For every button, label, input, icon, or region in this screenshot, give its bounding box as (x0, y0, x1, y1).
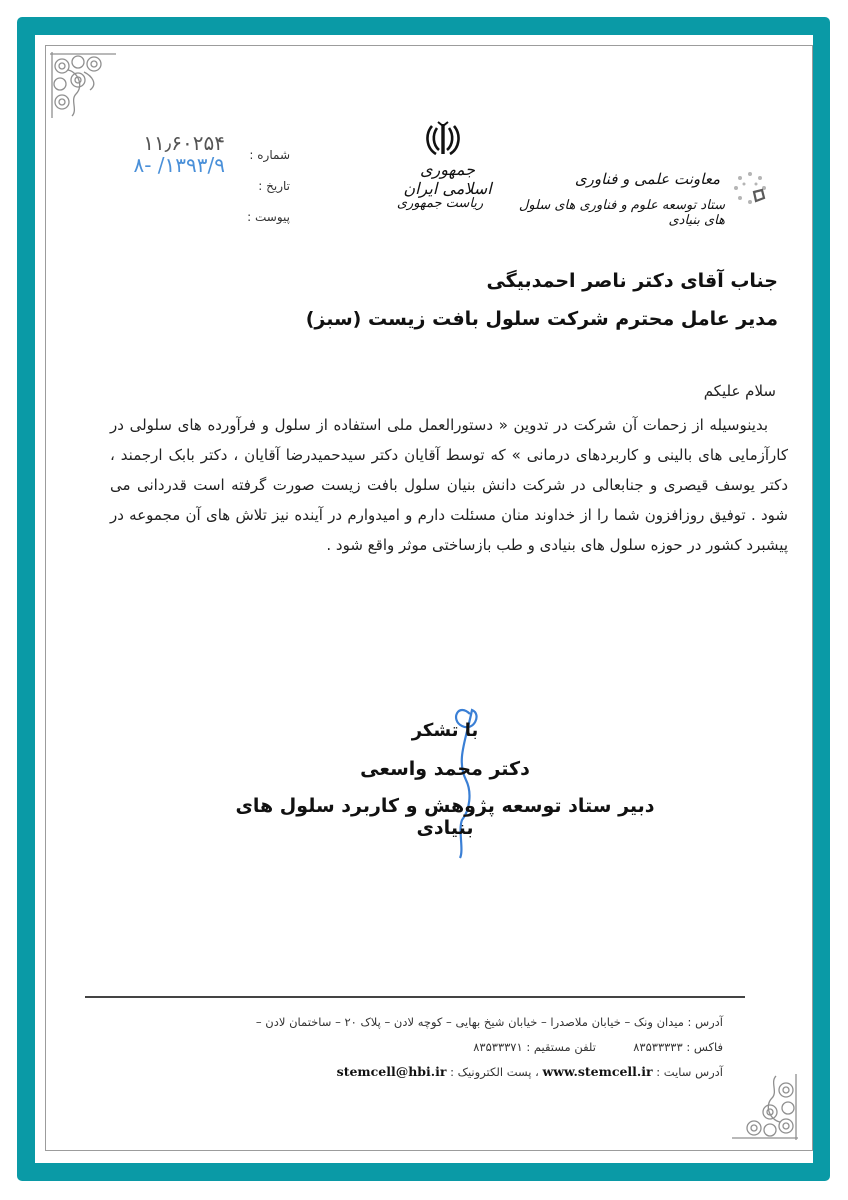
iran-emblem-icon (423, 118, 463, 158)
corner-ornament-icon (48, 50, 118, 120)
corner-ornament-icon (730, 1072, 800, 1142)
closing-phrase: با تشکر (411, 720, 479, 741)
letter-meta-values (110, 132, 225, 176)
letter-date: ۱۳۹۳/۹/ -۸ (133, 153, 225, 177)
letter-number: ۱۱٫۶۰۲۵۴ (143, 131, 225, 155)
number-label: شماره : (249, 148, 290, 162)
footer-contact (83, 1040, 723, 1054)
email-link[interactable]: stemcell@hbi.ir (336, 1064, 447, 1079)
footer-divider (85, 996, 745, 998)
recipient-title: مدیر عامل محترم شرکت سلول بافت زیست (سبز) (305, 308, 778, 330)
attachment-label: پیوست : (247, 210, 290, 224)
organization-subtitle: ستاد توسعه علوم و فناوری های سلول های بنیادی (518, 198, 725, 228)
signatory-name: دکتر محمد واسعی (360, 758, 530, 780)
recipient-block (278, 262, 778, 338)
fax-number: فاکس : ۸۳۵۳۳۳۳۳ (633, 1040, 723, 1054)
date-label: تاریخ : (258, 179, 290, 193)
email-label: ، پست الکترونیک : (450, 1065, 539, 1079)
letter-meta-labels (230, 145, 290, 238)
stem-cell-logo-icon (730, 168, 770, 208)
greeting: سلام علیکم (703, 382, 776, 400)
direct-phone: تلفن مستقیم : ۸۳۵۳۳۳۷۱ (473, 1040, 596, 1054)
emblem-caption-presidency: ریاست جمهوری (396, 196, 484, 211)
footer-address: آدرس : میدان ونک – خیابان ملاصدرا – خیابان شیخ بهایی – کوچه لادن – پلاک ۲۰ – ساختمان لادن – (255, 1015, 723, 1029)
site-label: آدرس سایت : (656, 1065, 723, 1079)
website-link[interactable]: www.stemcell.ir (542, 1064, 653, 1079)
recipient-name: جناب آقای دکتر ناصر احمدبیگی (486, 270, 778, 292)
footer-web (83, 1064, 723, 1079)
letter-body: بدینوسیله از زحمات آن شرکت در تدوین « دستورالعمل ملی استفاده از سلول و فرآورده های سلولی در کارآزمایی های بالینی و کاربردهای درمانی » که توسط آقایان دکتر سیدحمیدرضا آقایان ، دکتر بابک ارجمند ، دکتر یوسف قیصری و جنابعالی در شرکت دانش بنیان سلول بافت زیست صورت گرفته است قدردانی می شود . توفیق روزافزون شما را از خداوند منان مسئلت دارم و امیدوارم در آینده نیز تلاش های آن مجموعه در پیشبرد کشور در حوزه سلول های بنیادی و طب بازساختی موثر واقع شود . (110, 416, 788, 554)
emblem-caption-republic: جمهوری اسلامی ایران (403, 160, 492, 198)
signatory-title: دبیر ستاد توسعه پژوهش و کاربرد سلول های بنیادی (235, 795, 655, 839)
organization-name: معاونت علمی و فناوری (574, 170, 720, 188)
